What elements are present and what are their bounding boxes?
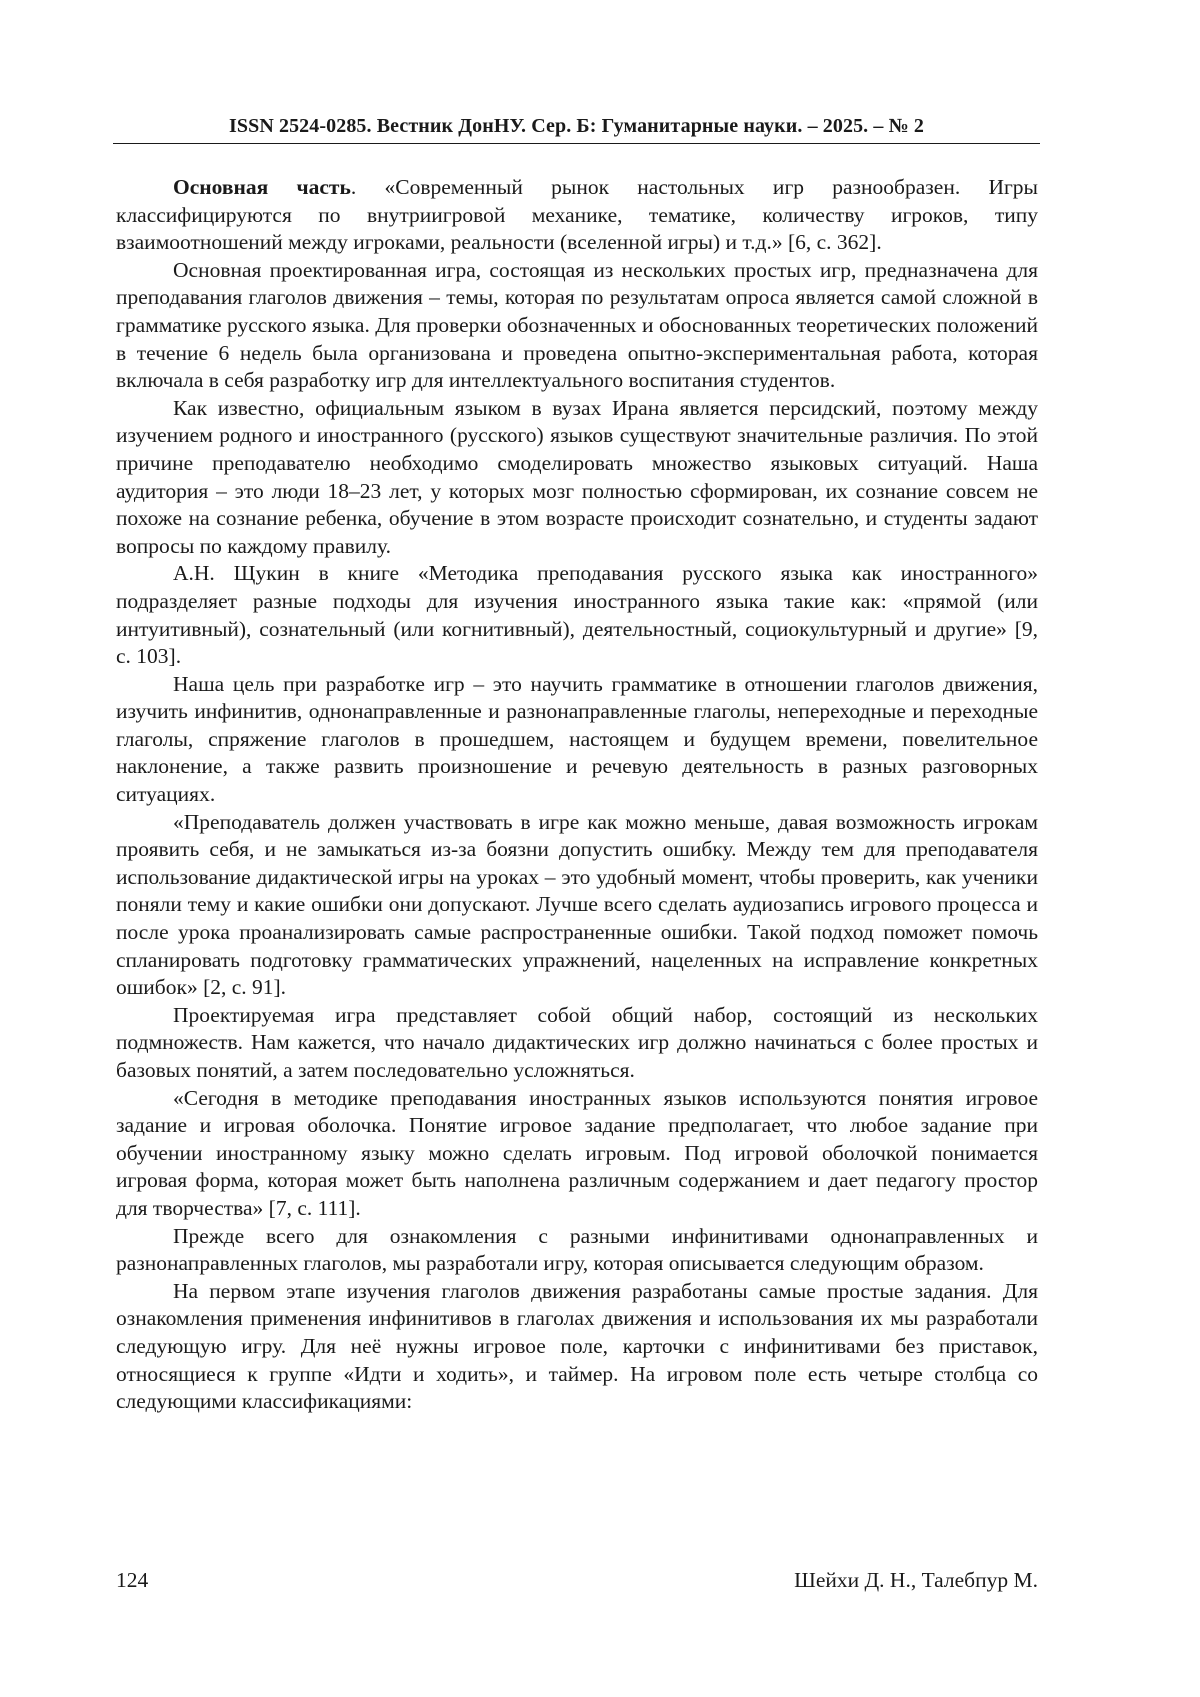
page-number: 124: [116, 1568, 149, 1592]
paragraph-goal: Наша цель при разработке игр – это научить грамматике в отношении глаголов движения, изучить инфинитив, однонаправленные и разнонаправленные глаголы, непереходные и переходные глаголы, спряжение глаголов в прошедшем, настоящем и будущем времени, повелительное наклонение, а также развить произношение и речевую деятельность в разных разговорных ситуациях.: [116, 671, 1038, 807]
paragraph-infinitives: Прежде всего для ознакомления с разными инфинитивами однонаправленных и разнонаправленных глаголов, мы разработали игру, которая описывается следующим образом.: [116, 1223, 1038, 1276]
paragraph-game-set: Проектируемая игра представляет собой общий набор, состоящий из нескольких подмножеств. Нам кажется, что начало дидактических игр должно начинаться с более простых и базовых понятий, а затем последовательно усложняться.: [116, 1002, 1038, 1082]
running-header: ISSN 2524-0285. Вестник ДонНУ. Сер. Б: Гуманитарные науки. – 2025. – № 2: [229, 115, 924, 137]
paragraph-text: . «Современный рынок настольных игр разнообразен. Игры классифицируются по внутриигровой механике, тематике, количеству игроков, типу взаимоотношений между игроками, реальности (вселенной игры) и т.д.» [6, с. 362].: [116, 175, 1038, 255]
footer-authors: Шейхи Д. Н., Талебпур М.: [794, 1568, 1038, 1592]
paragraph-shchukin: А.Н. Щукин в книге «Методика преподавания русского языка как иностранного» подразделяет разные подходы для изучения иностранного языка такие как: «прямой (или интуитивный), сознательный (или когнитивный), деятельностный, социокультурный и другие» [9, с. 103].: [116, 561, 1038, 669]
article-body: [116, 174, 1038, 1416]
page-footer: [116, 1566, 1038, 1594]
paragraph-game-task: «Сегодня в методике преподавания иностранных языков используются понятия игровое задание и игровая оболочка. Понятие игровое задание предполагает, что любое задание при обучении иностранному языку можно сделать игровым. Под игровой оболочкой понимается игровая форма, которая может быть наполнена различным содержанием и дает педагогу простор для творчества» [7, с. 111].: [116, 1085, 1038, 1220]
header-rule: [113, 143, 1040, 144]
paragraph-main-part: [116, 174, 1038, 257]
section-lead: Основная часть: [173, 175, 351, 199]
paragraph-first-stage: На первом этапе изучения глаголов движения разработаны самые простые задания. Для ознакомления применения инфинитивов в глаголах движения и использования их мы разработали следующую игру. Для неё нужны игровое поле, карточки с инфинитивами без приставок, относящиеся к группе «Идти и ходить», и таймер. На игровом поле есть четыре столбца со следующими классификациями:: [116, 1278, 1038, 1414]
paragraph-iran-language: Как известно, официальным языком в вузах Ирана является персидский, поэтому между изучением родного и иностранного (русского) языков существуют значительные различия. По этой причине преподавателю необходимо смоделировать множество языковых ситуаций. Наша аудитория – это люди 18–23 лет, у которых мозг полностью сформирован, их сознание совсем не похоже на сознание ребенка, обучение в этом возрасте происходит сознательно, и студенты задают вопросы по каждому правилу.: [116, 395, 1038, 558]
paragraph-teacher-role: «Преподаватель должен участвовать в игре как можно меньше, давая возможность игрокам проявить себя, и не замыкаться из-за боязни допустить ошибку. Между тем для преподавателя использование дидактической игры на уроках – это удобный момент, чтобы проверить, как ученики поняли тему и какие ошибки они допускают. Лучше всего сделать аудиозапись игрового процесса и после урока проанализировать самые распространенные ошибки. Такой подход поможет помочь спланировать подготовку грамматических упражнений, нацеленных на исправление конкретных ошибок» [2, с. 91].: [116, 809, 1038, 1000]
paragraph-designed-game: Основная проектированная игра, состоящая из нескольких простых игр, предназначена для преподавания глаголов движения – темы, которая по результатам опроса является самой сложной в грамматике русского языка. Для проверки обозначенных и обоснованных теоретических положений в течение 6 недель была организована и проведена опытно-экспериментальная работа, которая включала в себя разработку игр для интеллектуального воспитания студентов.: [116, 257, 1038, 393]
